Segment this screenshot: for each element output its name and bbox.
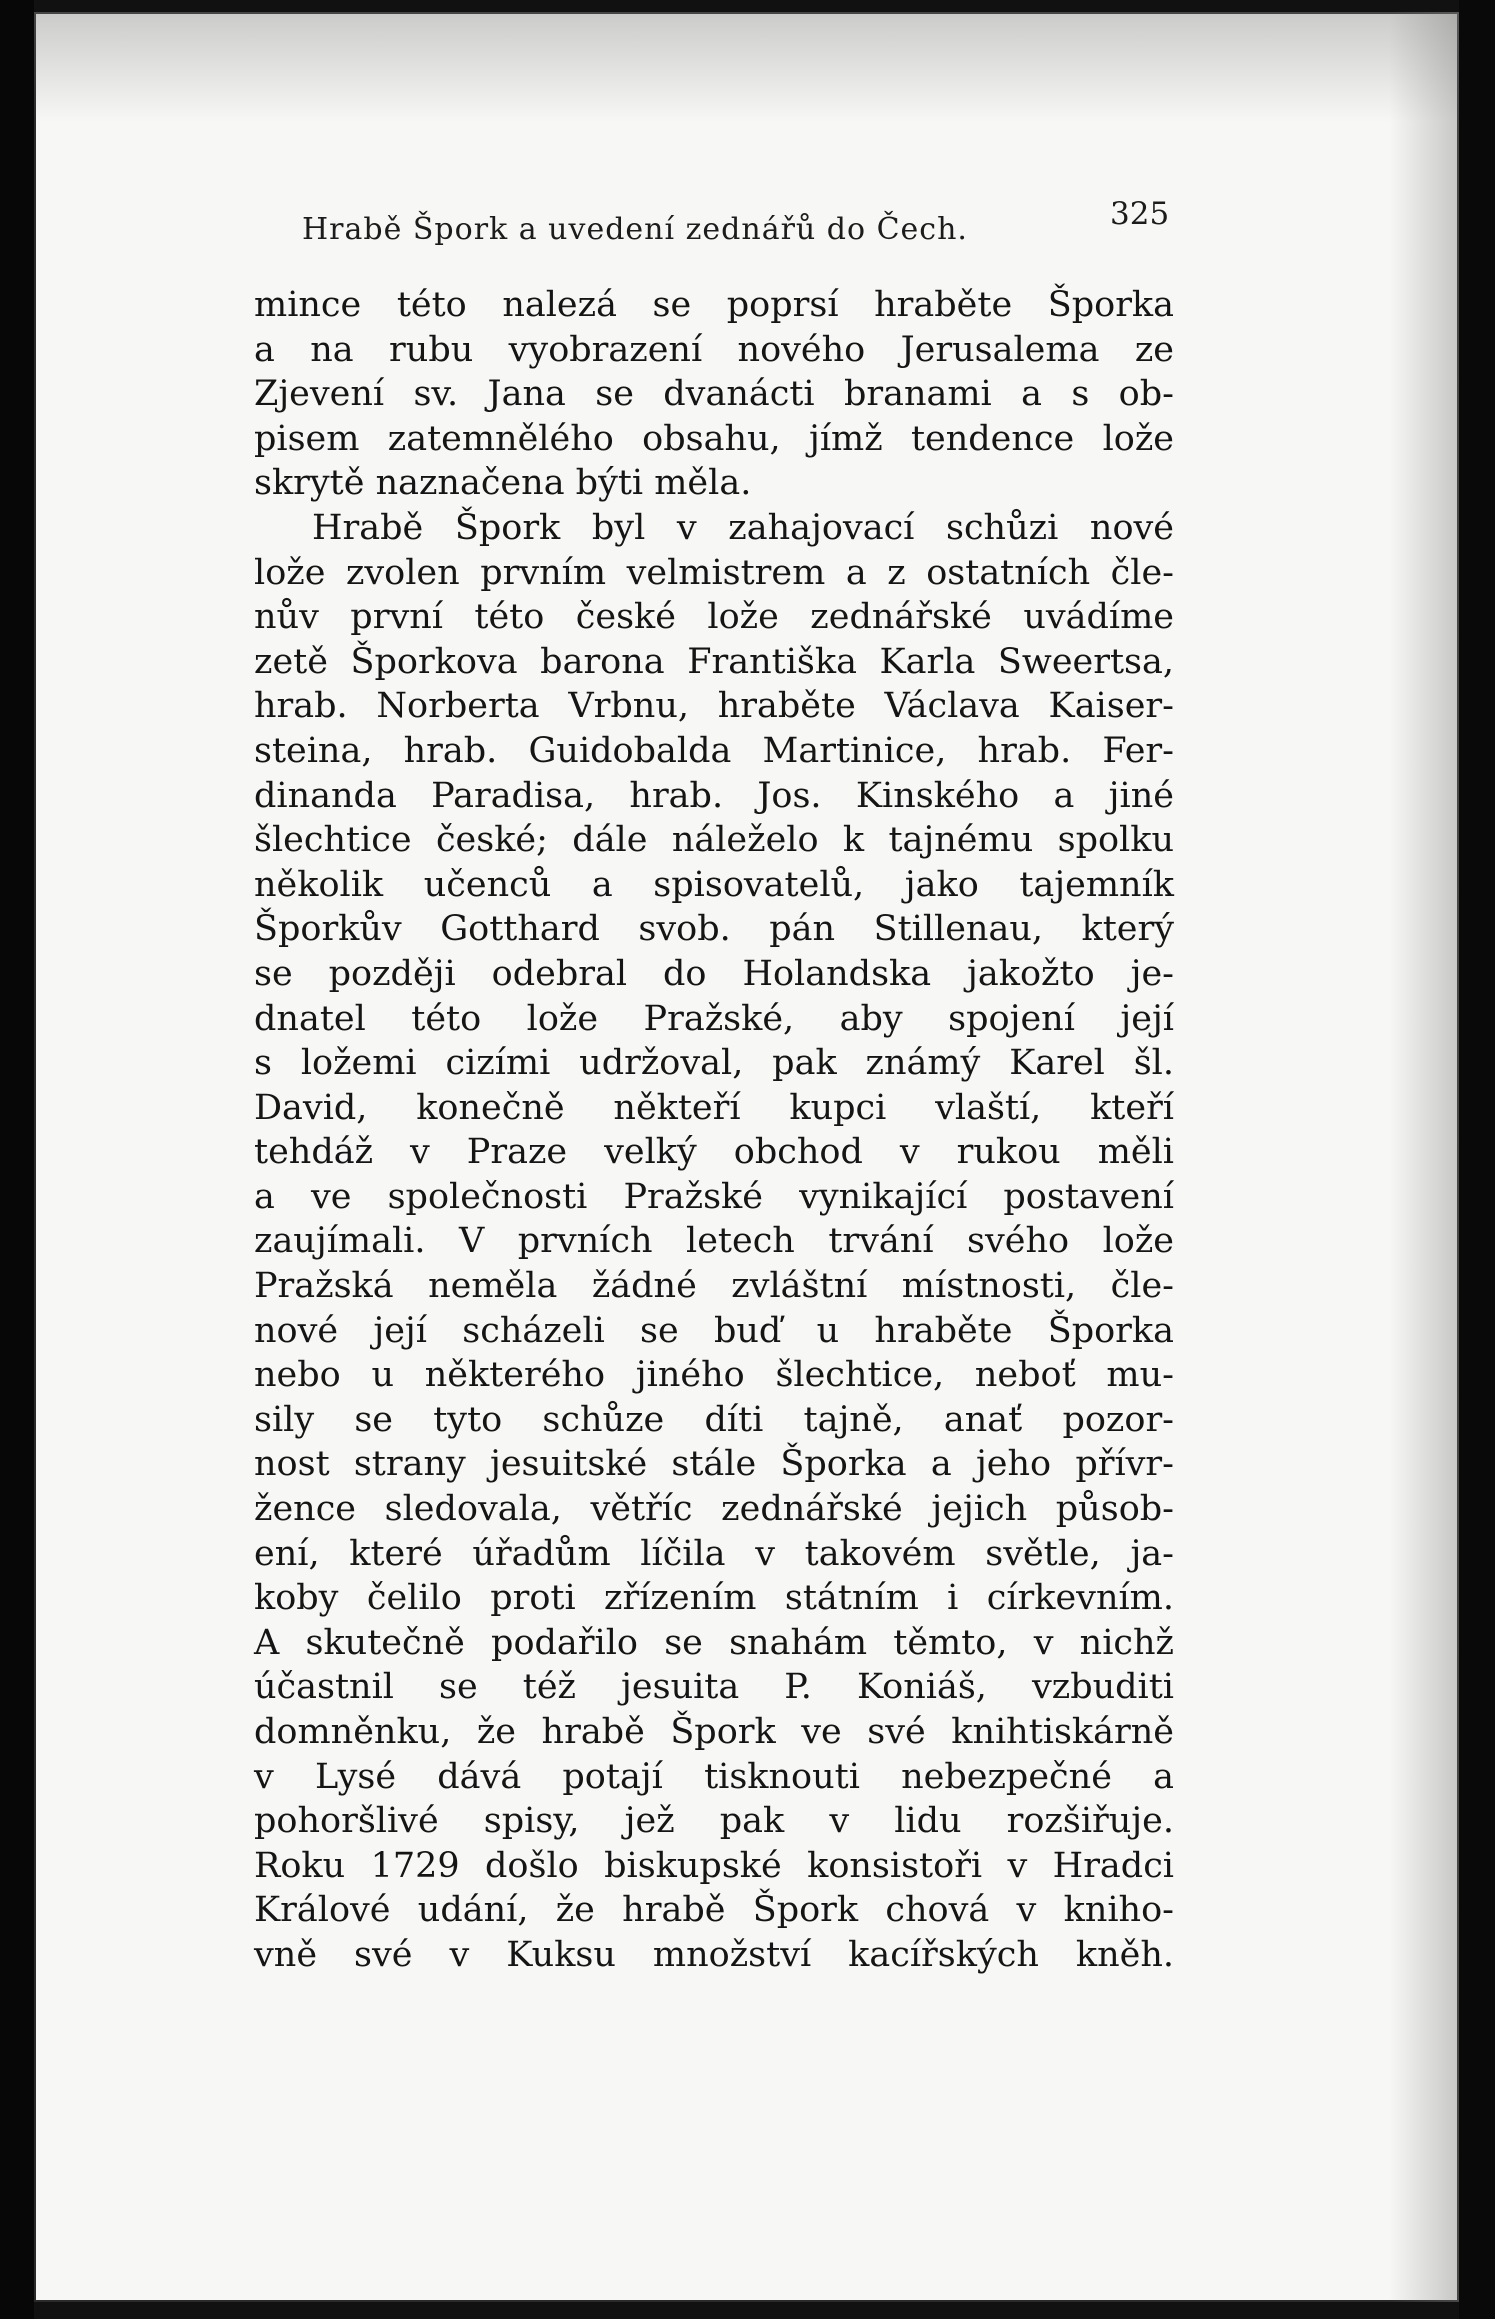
text-line: Roku 1729 došlo biskupské konsistoři v Hradci <box>254 1845 1174 1886</box>
top-shadow <box>34 12 1459 122</box>
text-line: žence sledovala, větříc zednářské jejich působ- <box>254 1489 1174 1530</box>
text-line: a ve společnosti Pražské vynikající postavení <box>254 1176 1174 1217</box>
text-line: hrab. Norberta Vrbnu, hraběte Václava Kaiser- <box>254 686 1174 727</box>
right-scan-border <box>1459 0 1495 2319</box>
text-line: pisem zatemnělého obsahu, jímž tendence lože <box>254 418 1174 459</box>
text-line: se později odebral do Holandska jakožto je- <box>254 953 1174 994</box>
text-line: pohoršlivé spisy, jež pak v lidu rozšiřuje. <box>254 1801 1174 1842</box>
text-line: a na rubu vyobrazení nového Jerusalema ze <box>254 329 1174 370</box>
text-line: steina, hrab. Guidobalda Martinice, hrab. Fer- <box>254 730 1174 771</box>
text-line: skrytě naznačena býti měla. <box>254 463 752 504</box>
text-line: ení, které úřadům líčila v takovém světle, ja- <box>254 1533 1174 1574</box>
text-line: nové její scházeli se buď u hraběte Šporka <box>254 1310 1174 1351</box>
running-header: Hrabě Špork a uvedení zednářů do Čech. <box>302 212 968 247</box>
text-line: koby čelilo proti zřízením státním i církevním. <box>254 1578 1174 1619</box>
text-line: v Lysé dává potají tisknouti nebezpečné a <box>254 1756 1174 1797</box>
page-number: 325 <box>1110 196 1170 232</box>
text-line: Hrabě Špork byl v zahajovací schůzi nové <box>312 507 1174 548</box>
text-line: tehdáž v Praze velký obchod v rukou měli <box>254 1132 1174 1173</box>
text-line: mince této nalezá se poprsí hraběte Šporka <box>254 285 1174 325</box>
text-line: zetě Šporkova barona Františka Karla Sweertsa, <box>254 641 1174 682</box>
text-line: vně své v Kuksu množství kacířských kněh. <box>254 1934 1174 1975</box>
text-line: Šporkův Gotthard svob. pán Stillenau, který <box>254 909 1174 950</box>
text-line: dnatel této lože Pražské, aby spojení její <box>254 998 1174 1039</box>
text-line: Pražská neměla žádné zvláštní místnosti, čle- <box>254 1266 1174 1307</box>
text-line: nův první této české lože zednářské uvádíme <box>254 597 1174 638</box>
text-line: Zjevení sv. Jana se dvanácti branami a s ob- <box>254 374 1174 415</box>
text-line: domněnku, že hrabě Špork ve své knihtiskárně <box>254 1712 1174 1752</box>
body-text <box>254 283 1174 1978</box>
text-line: nost strany jesuitské stále Šporka a jeho přívr- <box>254 1444 1174 1485</box>
text-line: sily se tyto schůze díti tajně, anať pozor- <box>254 1399 1174 1440</box>
text-line: zaujímali. V prvních letech trvání svého lože <box>254 1221 1174 1262</box>
left-scan-border <box>0 0 34 2319</box>
text-line: šlechtice české; dále náleželo k tajnému spolku <box>254 820 1174 861</box>
right-shadow <box>1389 12 1459 2302</box>
text-line: lože zvolen prvním velmistrem a z ostatních čle- <box>254 552 1174 593</box>
text-line: dinanda Paradisa, hrab. Jos. Kinského a jiné <box>254 775 1174 816</box>
text-line: A skutečně podařilo se snahám těmto, v nichž <box>254 1622 1174 1663</box>
text-line: několik učenců a spisovatelů, jako tajemník <box>254 864 1174 905</box>
text-line: Králové udání, že hrabě Špork chová v kniho- <box>254 1890 1174 1931</box>
text-line: účastnil se též jesuita P. Koniáš, vzbuditi <box>254 1667 1174 1708</box>
text-line: David, konečně někteří kupci vlaští, kteří <box>254 1087 1174 1128</box>
text-line: nebo u některého jiného šlechtice, neboť mu- <box>254 1355 1174 1396</box>
text-line: s ložemi cizími udržoval, pak známý Karel šl. <box>254 1043 1174 1084</box>
